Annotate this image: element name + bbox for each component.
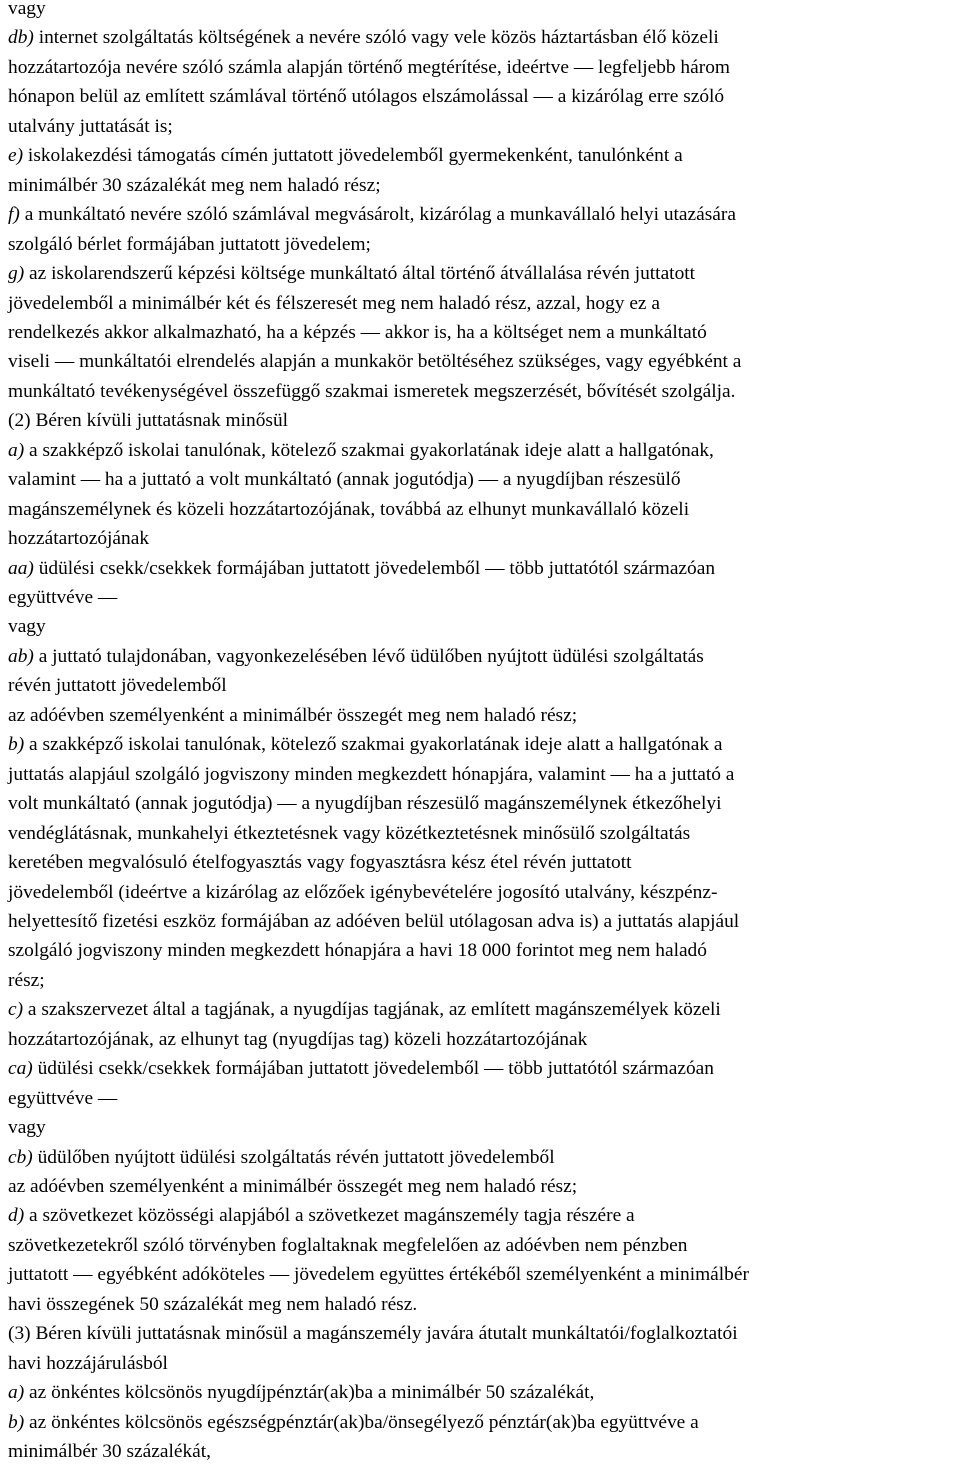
text-segment: jövedelemből a minimálbér két és félszeresét meg nem haladó rész, azzal, hogy ez a (8, 292, 660, 314)
text-segment: minimálbér 30 százalékát, (8, 1441, 211, 1463)
text-segment: az önkéntes kölcsönös nyugdíjpénztár(ak)ba a minimálbér 50 százalékát, (24, 1382, 595, 1404)
text-segment: együttvéve — (8, 587, 118, 608)
text-line (8, 259, 695, 288)
item-label: a) (8, 439, 25, 461)
item-label: cb) (8, 1146, 33, 1168)
text-segment: juttatott — egyébként adóköteles — jövedelem együttes értékéből személyenként a minimálbér (8, 1264, 749, 1286)
text-segment: internet szolgáltatás költségének a nevére szóló vagy vele közös háztartásban élő közeli (33, 27, 719, 49)
text-segment: jövedelemből (ideértve a kizárólag az előzőek igénybevételére jogosító utalvány, készpénz- (8, 881, 718, 903)
text-line (8, 406, 288, 435)
text-line (8, 141, 683, 170)
text-segment: magánszemélynek és közeli hozzátartozójának, továbbá az elhunyt munkavállaló közeli (8, 498, 690, 520)
text-segment: (2) Béren kívüli juttatásnak minősül (8, 410, 289, 432)
text-line (8, 1172, 577, 1201)
text-segment: az adóévben személyenként a minimálbér összegét meg nem haladó rész; (8, 704, 578, 726)
text-line (8, 995, 721, 1024)
text-segment: üdülési csekk/csekkek formájában juttatott jövedelemből — több juttatótól származóan (32, 1058, 714, 1080)
text-segment: hozzátartozója nevére szóló számla alapján történő megtérítése, ideértve — legfeljebb három (8, 56, 730, 78)
text-line (8, 171, 381, 200)
text-segment: vendéglátásnak, munkahelyi étkeztetésnek vagy közétkeztetésnek minősülő szolgáltatás (8, 822, 691, 844)
text-line (8, 1025, 587, 1054)
text-line (8, 1084, 117, 1113)
item-label: ca) (8, 1058, 33, 1080)
text-segment: üdülőben nyújtott üdülési szolgáltatás révén juttatott jövedelemből (32, 1146, 555, 1168)
text-line (8, 760, 734, 789)
item-label: g) (8, 263, 25, 285)
text-line (8, 0, 46, 23)
text-segment: rendelkezés akkor alkalmazható, ha a képzés — akkor is, ha a költséget nem a munkáltató (8, 321, 707, 343)
text-line (8, 465, 681, 494)
text-line (8, 1054, 714, 1083)
text-segment: juttatás alapjául szolgáló jogviszony minden megkezdett hónapjára, valamint — ha a juttató a (8, 763, 735, 785)
text-segment: havi összegének 50 százalékát meg nem haladó rész. (8, 1293, 418, 1315)
text-segment: az adóévben személyenként a minimálbér összegét meg nem haladó rész; (8, 1176, 578, 1197)
item-label: b) (8, 734, 25, 756)
text-line (8, 524, 149, 553)
text-line (8, 112, 173, 141)
text-line (8, 642, 704, 671)
text-segment: valamint — ha a juttató a volt munkáltató (annak jogutódja) — a nyugdíjban részesülő (8, 469, 681, 491)
text-segment: a munkáltató nevére szóló számlával megvásárolt, kizárólag a munkavállaló helyi utazására (19, 204, 736, 226)
text-line (8, 936, 707, 965)
item-label: b) (8, 1411, 25, 1433)
text-segment: utalvány juttatását is; (8, 115, 173, 137)
text-segment: hozzátartozójának (8, 528, 150, 550)
text-line (8, 671, 227, 700)
text-line (8, 1201, 635, 1230)
item-label: a) (8, 1382, 25, 1404)
text-line (8, 554, 715, 583)
text-line (8, 53, 730, 82)
text-line (8, 819, 690, 848)
text-line (8, 966, 45, 995)
text-segment: keretében megvalósuló ételfogyasztás vagy fogyasztásra kész étel révén juttatott (8, 852, 632, 874)
text-line (8, 1319, 738, 1348)
text-line (8, 1408, 699, 1437)
item-label: f) (8, 204, 20, 226)
text-line (8, 1290, 417, 1319)
item-label: d) (8, 1205, 25, 1227)
text-segment: az iskolarendszerű képzési költsége munkáltató által történő átvállalása révén juttatott (24, 263, 696, 285)
text-line (8, 436, 714, 465)
text-segment: volt munkáltató (annak jogutódja) — a nyugdíjban részesülő magánszemélynek étkezőhelyi (8, 793, 722, 815)
text-segment: hozzátartozójának, az elhunyt tag (nyugdíjas tag) közeli hozzátartozójának (8, 1028, 588, 1050)
text-line (8, 848, 631, 877)
item-label: aa) (8, 557, 34, 579)
text-line (8, 612, 46, 641)
text-line (8, 1143, 555, 1172)
text-line (8, 878, 717, 907)
text-line (8, 583, 117, 612)
text-segment: viseli — munkáltatói elrendelés alapján a munkakör betöltéséhez szükséges, vagy egyébként a (8, 351, 742, 373)
text-line (8, 907, 739, 936)
text-segment: a juttató tulajdonában, vagyonkezelésében lévő üdülőben nyújtott üdülési szolgáltatás (33, 645, 704, 667)
text-segment: szövetkezetekről szóló törvényben foglaltaknak megfelelően az adóévben nem pénzben (8, 1234, 688, 1256)
item-label: c) (8, 999, 24, 1021)
text-segment: a szakszervezet által a tagjának, a nyugdíjas tagjának, az említett magánszemélyek közeli (23, 999, 721, 1021)
item-label: e) (8, 145, 24, 167)
text-line (8, 495, 689, 524)
text-line (8, 23, 719, 52)
text-line (8, 1378, 594, 1407)
text-line (8, 377, 735, 406)
text-segment: vagy (8, 1117, 46, 1139)
item-label: ab) (8, 645, 34, 667)
text-segment: szolgáló bérlet formájában juttatott jövedelem; (8, 233, 371, 255)
text-segment: vagy (8, 616, 46, 638)
text-segment: hónapon belül az említett számlával történő utólagos elszámolással — a kizárólag erre szóló (8, 86, 725, 108)
text-segment: munkáltató tevékenységével összefüggő szakmai ismeretek megszerzését, bővítését szolgálja. (8, 380, 736, 402)
text-segment: havi hozzájárulásból (8, 1352, 168, 1374)
text-line (8, 701, 577, 730)
text-segment: minimálbér 30 százalékát meg nem haladó rész; (8, 174, 381, 196)
text-line (8, 289, 660, 318)
text-line (8, 730, 722, 759)
text-line (8, 200, 736, 229)
item-label: db) (8, 27, 34, 49)
text-line (8, 1260, 749, 1289)
text-segment: szolgáló jogviszony minden megkezdett hónapjára a havi 18 000 forintot meg nem haladó (8, 940, 707, 962)
text-line (8, 347, 741, 376)
text-segment: a szakképző iskolai tanulónak, kötelező szakmai gyakorlatának ideje alatt a hallgatónak, (24, 439, 714, 461)
text-line (8, 318, 707, 347)
text-segment: vagy (8, 0, 46, 19)
text-segment: iskolakezdési támogatás címén juttatott jövedelemből gyermekenként, tanulónként a (23, 145, 683, 167)
text-segment: helyettesítő fizetési eszköz formájában az adóéven belül utólagosan adva is) a juttatás alapjául (8, 910, 740, 932)
text-segment: révén juttatott jövedelemből (8, 675, 227, 697)
text-line (8, 82, 724, 111)
text-line (8, 1349, 168, 1378)
text-segment: (3) Béren kívüli juttatásnak minősül a magánszemély javára átutalt munkáltatói/foglalkoztatói (8, 1323, 738, 1345)
text-segment: a szakképző iskolai tanulónak, kötelező szakmai gyakorlatának ideje alatt a hallgatónak a (24, 734, 723, 756)
text-segment: az önkéntes kölcsönös egészségpénztár(ak)ba/önsegélyező pénztár(ak)ba együttvéve a (24, 1411, 699, 1433)
text-segment: együttvéve — (8, 1087, 118, 1109)
text-line (8, 1113, 46, 1142)
text-line (8, 230, 371, 259)
text-line (8, 1437, 211, 1466)
text-line (8, 789, 721, 818)
text-segment: üdülési csekk/csekkek formájában juttatott jövedelemből — több juttatótól származóan (33, 557, 716, 579)
text-line (8, 1231, 687, 1260)
text-segment: rész; (8, 969, 45, 991)
text-segment: a szövetkezet közösségi alapjából a szövetkezet magánszemély tagja részére a (24, 1205, 635, 1227)
